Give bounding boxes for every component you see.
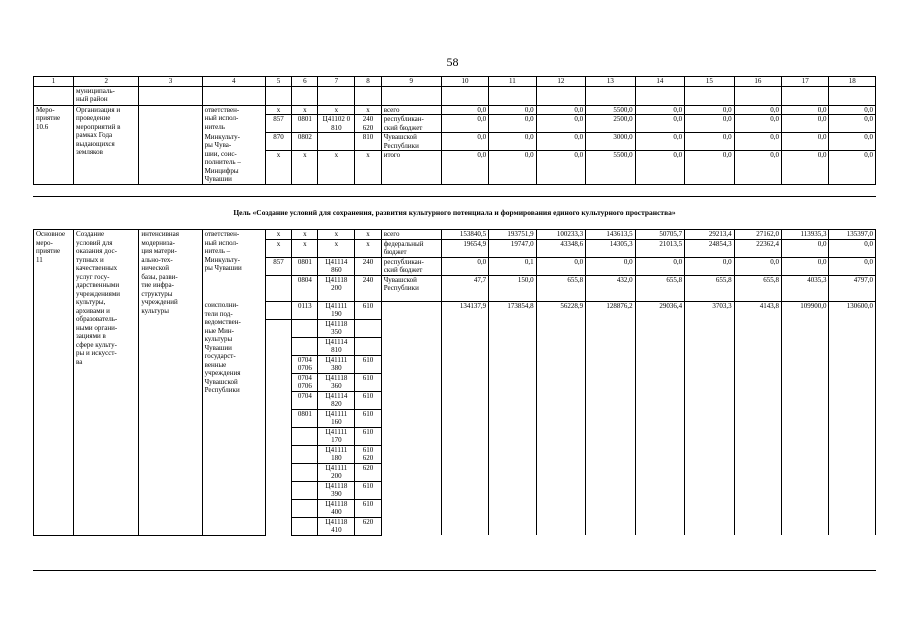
code-section: x (292, 239, 318, 257)
section-divider (33, 196, 876, 197)
empty-cell (441, 86, 488, 105)
empty-cell (202, 86, 265, 105)
column-number-header: 15 (685, 77, 735, 87)
amount-value: 0,0 (782, 151, 829, 185)
empty-cell (734, 86, 781, 105)
code-expense-type (355, 319, 381, 337)
column-number-header: 12 (536, 77, 586, 87)
amount-value: 0,0 (536, 115, 586, 133)
amount-value: 150,0 (489, 275, 536, 301)
empty-cell (318, 86, 355, 105)
empty-cell (265, 355, 291, 373)
empty-cell (265, 86, 291, 105)
code-grbs: x (265, 230, 291, 240)
amount-value: 130600,0 (829, 301, 876, 535)
code-expense-type: 810 (355, 133, 381, 151)
page-number: 58 (446, 55, 459, 69)
empty-cell (265, 337, 291, 355)
amount-value: 14305,3 (586, 239, 636, 257)
measure-name: Организация и проведение мероприятий в рамках Года выдающихся земляков (74, 105, 139, 185)
code-section (292, 427, 318, 445)
amount-value: 0,0 (734, 115, 781, 133)
amount-value: 0,0 (489, 151, 536, 185)
amount-value: 655,8 (536, 275, 586, 301)
empty-cell (489, 86, 536, 105)
code-target: Ц41111 180 (318, 445, 355, 463)
empty-cell (265, 481, 291, 499)
empty-cell (265, 373, 291, 391)
empty-cell (635, 86, 685, 105)
code-target: Ц41118 390 (318, 481, 355, 499)
empty-cell (265, 427, 291, 445)
code-section (292, 445, 318, 463)
amount-value: 0,0 (635, 105, 685, 115)
code-expense-type (355, 337, 381, 355)
empty-cell (265, 463, 291, 481)
amount-value: 0,0 (685, 257, 735, 275)
empty-cell (265, 391, 291, 409)
code-section (292, 499, 318, 517)
amount-value: 19654,9 (441, 239, 488, 257)
column-number-header: 13 (586, 77, 636, 87)
column-number-header: 1 (34, 77, 74, 87)
code-target: Ц41111 160 (318, 409, 355, 427)
code-target: x (318, 151, 355, 185)
code-expense-type: x (355, 151, 381, 185)
column-number-header: 17 (782, 77, 829, 87)
empty-cell (265, 319, 291, 337)
column-number-header: 4 (202, 77, 265, 87)
code-grbs: 870 (265, 133, 291, 151)
amount-value: 0,0 (489, 133, 536, 151)
column-number-header: 5 (265, 77, 291, 87)
code-target: Ц41111 170 (318, 427, 355, 445)
goal-heading: Цель «Создание условий для сохранения, развития культурного потенциала и формирования единого культурного пространства» (233, 208, 676, 217)
amount-value: 655,8 (635, 275, 685, 301)
amount-value: 3703,3 (685, 301, 735, 535)
amount-value: 47,7 (441, 275, 488, 301)
amount-value: 655,8 (734, 275, 781, 301)
prev-row-text: муниципаль- ный район (74, 86, 139, 105)
code-expense-type: x (355, 230, 381, 240)
amount-value: 153840,5 (441, 230, 488, 240)
funding-source: итого (381, 151, 441, 185)
code-target: Ц41114 820 (318, 391, 355, 409)
column-number-header: 11 (489, 77, 536, 87)
amount-value: 0,0 (489, 105, 536, 115)
empty-cell (685, 86, 735, 105)
code-section (292, 517, 318, 535)
amount-value: 4035,3 (782, 275, 829, 301)
amount-value: 2500,0 (586, 115, 636, 133)
amount-value: 143613,5 (586, 230, 636, 240)
amount-value: 0,0 (441, 151, 488, 185)
amount-value: 0,0 (536, 105, 586, 115)
code-target: Ц41111 190 (318, 301, 355, 319)
empty-cell (829, 86, 876, 105)
column-number-header: 7 (318, 77, 355, 87)
column-number-header: 14 (635, 77, 685, 87)
code-grbs: 857 (265, 115, 291, 133)
amount-value: 0,1 (489, 257, 536, 275)
code-expense-type: x (355, 239, 381, 257)
code-expense-type: 610 (355, 499, 381, 517)
amount-value: 0,0 (536, 151, 586, 185)
amount-value: 0,0 (782, 105, 829, 115)
amount-value: 134137,9 (441, 301, 488, 535)
code-section: 0704 (292, 391, 318, 409)
executor-detail: Минкульту- ры Чува- шии, соис- полнитель – Минцифры Чувашии (202, 133, 265, 185)
empty-cell (265, 499, 291, 517)
empty-cell (139, 105, 202, 185)
code-target: Ц41114 810 (318, 337, 355, 355)
amount-value: 135397,0 (829, 230, 876, 240)
empty-cell (586, 86, 636, 105)
amount-value: 173854,8 (489, 301, 536, 535)
amount-value: 5500,0 (586, 105, 636, 115)
code-expense-type: 610 (355, 355, 381, 373)
code-target: Ц41118 200 (318, 275, 355, 301)
amount-value: 0,0 (829, 151, 876, 185)
code-section: 0113 (292, 301, 318, 319)
code-section (292, 319, 318, 337)
amount-value: 0,0 (782, 133, 829, 151)
column-number-header: 3 (139, 77, 202, 87)
code-target: Ц41111 200 (318, 463, 355, 481)
code-expense-type: 620 (355, 463, 381, 481)
code-expense-type: 620 (355, 517, 381, 535)
empty-cell (355, 86, 381, 105)
funding-source: всего (381, 230, 441, 240)
amount-value: 655,8 (685, 275, 735, 301)
executor-detail: соисполни- тели под- ведомствен- ные Мин- культуры Чувашии государст- венные учреждения Чувашской Республики (202, 301, 265, 535)
amount-value: 0,0 (829, 239, 876, 257)
code-grbs: x (265, 239, 291, 257)
amount-value: 0,0 (441, 257, 488, 275)
funding-source: Чувашской Республики (381, 275, 441, 301)
code-expense-type: 610 (355, 373, 381, 391)
column-number-header: 6 (292, 77, 318, 87)
amount-value: 56228,9 (536, 301, 586, 535)
code-expense-type: 610 (355, 409, 381, 427)
code-expense-type: 610 (355, 481, 381, 499)
amount-value: 29036,4 (635, 301, 685, 535)
amount-value: 100233,3 (536, 230, 586, 240)
amount-value: 43348,6 (536, 239, 586, 257)
code-target: Ц41118 410 (318, 517, 355, 535)
code-target: Ц41118 350 (318, 319, 355, 337)
amount-value: 0,0 (536, 257, 586, 275)
amount-value: 0,0 (685, 105, 735, 115)
amount-value: 0,0 (685, 115, 735, 133)
amount-value: 0,0 (829, 257, 876, 275)
executor-label: ответствен- ный испол- нитель – Минкульту- ры Чувашии (202, 230, 265, 302)
funding-source: республикан- ский бюджет (381, 115, 441, 133)
empty-cell (265, 517, 291, 535)
code-target: Ц41102 0 810 (318, 115, 355, 133)
code-expense-type: 610 (355, 301, 381, 319)
amount-value: 0,0 (489, 115, 536, 133)
code-target: Ц41114 860 (318, 257, 355, 275)
code-section: 0804 (292, 275, 318, 301)
code-grbs: x (265, 151, 291, 185)
empty-cell (139, 86, 202, 105)
code-target: x (318, 230, 355, 240)
code-expense-type: 240 (355, 275, 381, 301)
amount-value: 0,0 (441, 105, 488, 115)
amount-value: 0,0 (635, 115, 685, 133)
code-grbs (265, 275, 291, 301)
amount-value: 113935,3 (782, 230, 829, 240)
amount-value: 22362,4 (734, 239, 781, 257)
funding-source: всего (381, 105, 441, 115)
amount-value: 0,0 (734, 151, 781, 185)
amount-value: 432,0 (586, 275, 636, 301)
amount-value: 0,0 (536, 133, 586, 151)
program-table-section-2 (33, 229, 876, 536)
code-expense-type: 610 (355, 391, 381, 409)
amount-value: 50705,7 (635, 230, 685, 240)
code-section: 0801 (292, 257, 318, 275)
measure-result: интенсивная модерниза- ция матери- ально-тех- нической базы, разви- тие инфра- структуры учреждений культуры (139, 230, 202, 536)
amount-value: 0,0 (782, 257, 829, 275)
code-section: x (292, 151, 318, 185)
amount-value: 0,0 (635, 133, 685, 151)
amount-value: 19747,0 (489, 239, 536, 257)
empty-cell (265, 409, 291, 427)
program-table-section-1 (33, 76, 876, 185)
code-section: 0801 (292, 409, 318, 427)
amount-value: 0,0 (586, 257, 636, 275)
amount-value: 0,0 (734, 133, 781, 151)
column-number-header: 9 (381, 77, 441, 87)
code-target: x (318, 105, 355, 115)
amount-value: 0,0 (829, 115, 876, 133)
funding-source: республикан- ский бюджет (381, 257, 441, 275)
empty-cell (34, 86, 74, 105)
executor-label: ответствен- ный испол- нитель (202, 105, 265, 133)
column-number-header: 2 (74, 77, 139, 87)
code-section: 0802 (292, 133, 318, 151)
measure-number: Основное меро- приятие 11 (34, 230, 74, 536)
code-target: Ц41111 380 (318, 355, 355, 373)
empty-cell (292, 86, 318, 105)
code-section (292, 463, 318, 481)
code-section: x (292, 105, 318, 115)
amount-value: 0,0 (734, 257, 781, 275)
amount-value: 21013,5 (635, 239, 685, 257)
code-grbs: 857 (265, 257, 291, 275)
code-section: x (292, 230, 318, 240)
code-grbs (265, 301, 291, 319)
amount-value: 0,0 (441, 115, 488, 133)
code-target (318, 133, 355, 151)
amount-value: 4797,0 (829, 275, 876, 301)
column-number-header: 8 (355, 77, 381, 87)
amount-value: 0,0 (635, 257, 685, 275)
amount-value: 0,0 (782, 115, 829, 133)
code-section (292, 481, 318, 499)
funding-source: Чувашской Республики (381, 133, 441, 151)
code-target: Ц41118 360 (318, 373, 355, 391)
code-section: 0704 0706 (292, 355, 318, 373)
amount-value: 5500,0 (586, 151, 636, 185)
amount-value: 128876,2 (586, 301, 636, 535)
code-target: Ц41118 400 (318, 499, 355, 517)
table-bottom-rule (33, 570, 876, 571)
column-number-header: 18 (829, 77, 876, 87)
amount-value: 0,0 (685, 133, 735, 151)
amount-value: 0,0 (734, 105, 781, 115)
code-grbs: x (265, 105, 291, 115)
measure-name: Создание условий для оказания дос- тупных и качественных услуг госу- дарственными учреждениями культуры, архивами и образователь- ными органи- зациями в сфере культу- ры и искусст- ва (74, 230, 139, 536)
amount-value: 0,0 (829, 105, 876, 115)
code-expense-type: 610 620 (355, 445, 381, 463)
funding-source (381, 301, 441, 535)
amount-value: 0,0 (635, 151, 685, 185)
amount-value: 3000,0 (586, 133, 636, 151)
code-section: 0704 0706 (292, 373, 318, 391)
amount-value: 193751,9 (489, 230, 536, 240)
empty-cell (536, 86, 586, 105)
amount-value: 24854,3 (685, 239, 735, 257)
funding-source: федеральный бюджет (381, 239, 441, 257)
code-target: x (318, 239, 355, 257)
code-section: 0801 (292, 115, 318, 133)
amount-value: 0,0 (441, 133, 488, 151)
code-expense-type: 610 (355, 427, 381, 445)
amount-value: 109900,0 (782, 301, 829, 535)
code-expense-type: 240 (355, 257, 381, 275)
empty-cell (782, 86, 829, 105)
empty-cell (381, 86, 441, 105)
measure-number: Меро- приятие 10.6 (34, 105, 74, 185)
code-expense-type: x (355, 105, 381, 115)
code-expense-type: 240 620 (355, 115, 381, 133)
amount-value: 0,0 (685, 151, 735, 185)
column-number-header: 10 (441, 77, 488, 87)
column-number-header: 16 (734, 77, 781, 87)
code-section (292, 337, 318, 355)
empty-cell (265, 445, 291, 463)
amount-value: 29213,4 (685, 230, 735, 240)
amount-value: 27162,0 (734, 230, 781, 240)
amount-value: 0,0 (782, 239, 829, 257)
amount-value: 4143,8 (734, 301, 781, 535)
amount-value: 0,0 (829, 133, 876, 151)
